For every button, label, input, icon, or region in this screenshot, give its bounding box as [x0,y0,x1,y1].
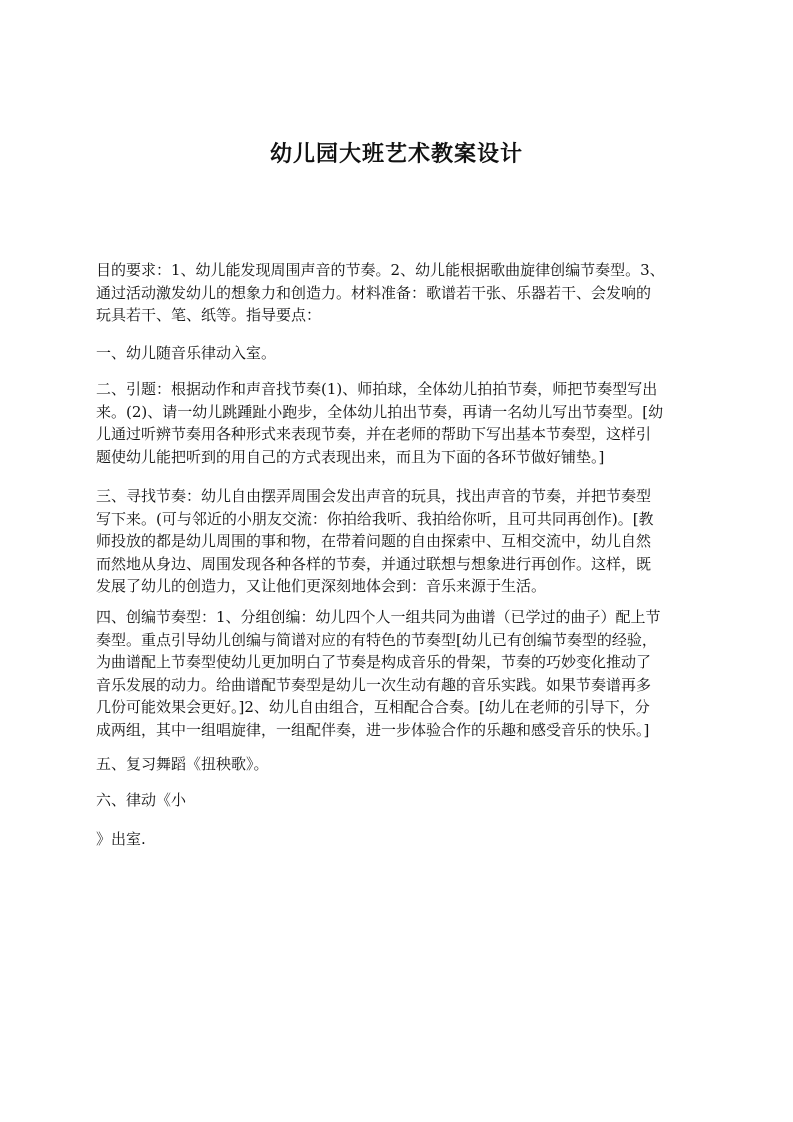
text-line: 写下来。(可与邻近的小朋友交流：你拍给我听、我拍给你听，且可共同再创作)。[教 [96,509,654,528]
paragraph-step-3 [96,485,654,598]
paragraph-step-1 [96,342,276,365]
document-title: 幼儿园大班艺术教案设计 [269,141,523,167]
paragraph-step-6 [96,789,186,812]
paragraph-objectives [96,259,665,327]
text-line: 四、创编节奏型：1、分组创编：幼儿四个人一组共同为曲谱（已学过的曲子）配上节 [96,608,661,626]
paragraph-step-5 [96,753,269,776]
text-line: 六、律动《小 [96,791,187,809]
text-line: 奏型。重点引导幼儿创编与简谱对应的有特色的节奏型[幼儿已有创编节奏型的经验， [96,630,657,649]
text-line: 来。(2)、请一幼儿跳踵趾小跑步，全体幼儿拍出节奏，再请一名幼儿写出节奏型。[幼 [96,402,664,421]
paragraph-step-4 [96,606,661,741]
text-line: 师投放的都是幼儿周围的事和物，在带着问题的自由探索中、互相交流中，幼儿自然 [96,532,652,550]
text-line: 音乐发展的动力。给曲谱配节奏型是幼儿一次生动有趣的音乐实践。如果节奏谱再多 [96,675,652,694]
text-line: 而然地从身边、周围发现各种各样的节奏，并通过联想与想象进行再创作。这样，既 [96,554,652,573]
text-line: 玩具若干、笔、纸等。指导要点： [96,306,322,324]
text-line: 发展了幼儿的创造力，又让他们更深刻地体会到：音乐来源于生活。 [96,577,547,595]
text-line: 几份可能效果会更好。]2、幼儿自由组合，互相配合合奏。[幼儿在老师的引导下，分 [96,698,650,716]
text-line: 通过活动激发幼儿的想象力和创造力。材料准备：歌谱若干张、乐器若干、会发响的 [96,283,652,302]
text-line: 二、引题：根据动作和声音找节奏(1)、师拍球，全体幼儿拍拍节奏，师把节奏型写出 [96,380,658,398]
text-line: 为曲谱配上节奏型使幼儿更加明白了节奏是构成音乐的骨架，节奏的巧妙变化推动了 [96,653,652,671]
text-line: 一、幼儿随音乐律动入室。 [96,344,277,362]
text-line: 目的要求：1、幼儿能发现周围声音的节奏。2、幼儿能根据歌曲旋律创编节奏型。3、 [96,261,665,279]
text-line: 儿通过听辨节奏用各种形式来表现节奏，并在老师的帮助下写出基本节奏型，这样引 [96,425,652,443]
text-line: 五、复习舞蹈《扭秧歌》。 [96,755,269,773]
paragraph-step-2 [96,378,663,468]
text-line: 》出室. [96,830,146,848]
paragraph-step-6-continued [96,828,146,851]
text-line: 成两组，其中一组唱旋律，一组配伴奏，进一步体验合作的乐趣和感受音乐的快乐。] [96,720,650,739]
text-line: 题使幼儿能把听到的用自己的方式表现出来，而且为下面的各环节做好铺垫。] [96,447,605,466]
text-line: 三、寻找节奏：幼儿自由摆弄周围会发出声音的玩具，找出声音的节奏，并把节奏型 [96,487,652,505]
